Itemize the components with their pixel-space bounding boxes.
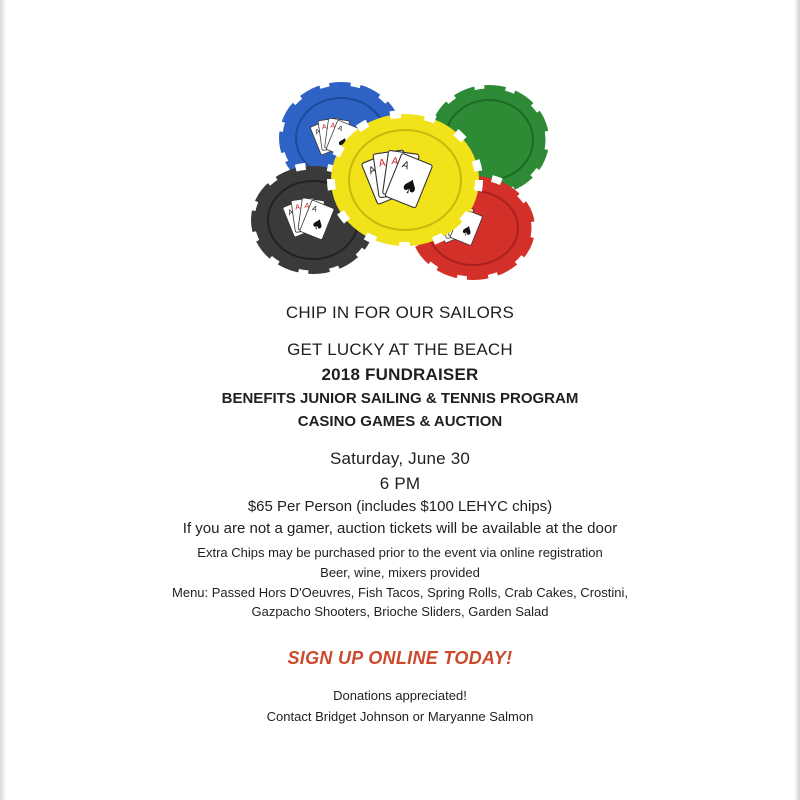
event-date: Saturday, June 30 [329, 449, 471, 468]
event-heading: CHIP IN FOR OUR SAILORS [285, 303, 515, 322]
donations-note: Donations appreciated! [333, 688, 467, 703]
drinks-note: Beer, wine, mixers provided [320, 565, 480, 580]
event-time: 6 PM [379, 474, 421, 493]
poker-chips-with-cards-icon: A A A A♠ [245, 68, 565, 292]
event-subheading: GET LUCKY AT THE BEACH [287, 340, 513, 359]
ticket-price: $65 Per Person (includes $100 LEHYC chips) [247, 498, 553, 515]
sign-up-call-to-action: SIGN UP ONLINE TODAY! [287, 648, 513, 668]
contact-line: Contact Bridget Johnson or Maryanne Salmon [266, 709, 534, 724]
extra-chips-note: Extra Chips may be purchased prior to the event via online registration [197, 545, 603, 560]
activities-line: CASINO GAMES & AUCTION [297, 413, 503, 430]
auction-note: If you are not a gamer, auction tickets will be available at the door [182, 520, 618, 537]
yellow-chip [331, 114, 479, 246]
menu-line-2: Gazpacho Shooters, Brioche Sliders, Garden Salad [251, 604, 549, 619]
benefits-line: BENEFITS JUNIOR SAILING & TENNIS PROGRAM [221, 390, 579, 407]
menu-line-1: Menu: Passed Hors D'Oeuvres, Fish Tacos, Spring Rolls, Crab Cakes, Crostini, [172, 585, 628, 600]
fundraiser-title: 2018 FUNDRAISER [321, 365, 479, 384]
